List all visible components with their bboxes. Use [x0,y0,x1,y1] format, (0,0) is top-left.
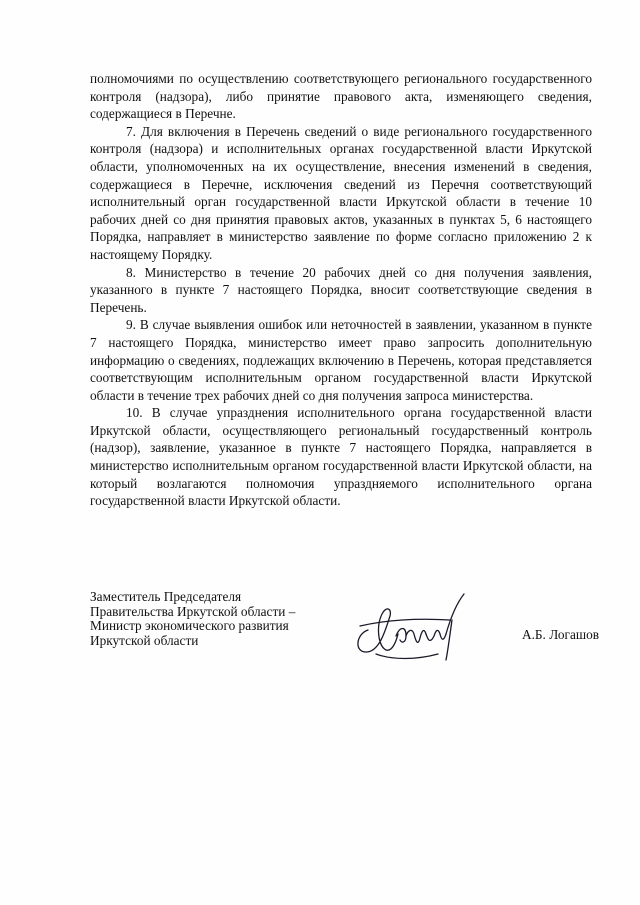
paragraph-8: 8. Министерство в течение 20 рабочих дней со дня получения заявления, указанного в пункте 7 настоящего Порядка, вносит соответствующие сведения в Перечень. [90,264,592,315]
signatory-position [90,590,350,648]
position-line: Заместитель Председателя [90,589,242,604]
paragraph-7: 7. Для включения в Перечень сведений о виде регионального государственного контроля (надзора) и исполнительных органах государственной власти Иркутской области, уполномоченных на их осуществление, внесения изменений в сведения, содержащиеся в Перечне, исключения сведений из Перечня соответствующий исполнительный орган государственной власти Иркутской области в течение 10 рабочих дней со дня принятия правовых актов, указанных в пунктах 5, 6 настоящего Порядка, направляет в министерство заявление по форме согласно приложению 2 к настоящему Порядку. [90,123,592,262]
paragraph-9: 9. В случае выявления ошибок или неточностей в заявлении, указанном в пункте 7 настоящего Порядка, министерство имеет право запросить дополнительную информацию о сведениях, подлежащих включению в Перечень, которая представляется соответствующим исполнительным органом государственной власти Иркутской области в течение трех рабочих дней со дня получения запроса министерства. [90,317,592,403]
handwritten-signature-icon [346,590,476,668]
position-line: Иркутской области [90,632,199,648]
position-line: Министр экономического развития [90,618,289,634]
document-body [90,70,592,510]
position-line: Правительства Иркутской области – [90,603,296,619]
paragraph-10: 10. В случае упразднения исполнительного органа государственной власти Иркутской области, осуществляющего региональный государственный контроль (надзор), заявление, указанное в пункте 7 настоящего Порядка, направляется в министерство исполнительным органом государственной власти Иркутской области, на который возлагаются полномочия упраздняемого исполнительного органа государственной власти Иркутской области. [90,405,592,509]
signatory-name: А.Б. Логашов [522,627,600,642]
paragraph-continuation: полномочиями по осуществлению соответствующего регионального государственного контроля (надзора), либо принятие правового акта, изменяющего сведения, содержащиеся в Перечне. [90,71,592,122]
signature-block [90,590,610,670]
